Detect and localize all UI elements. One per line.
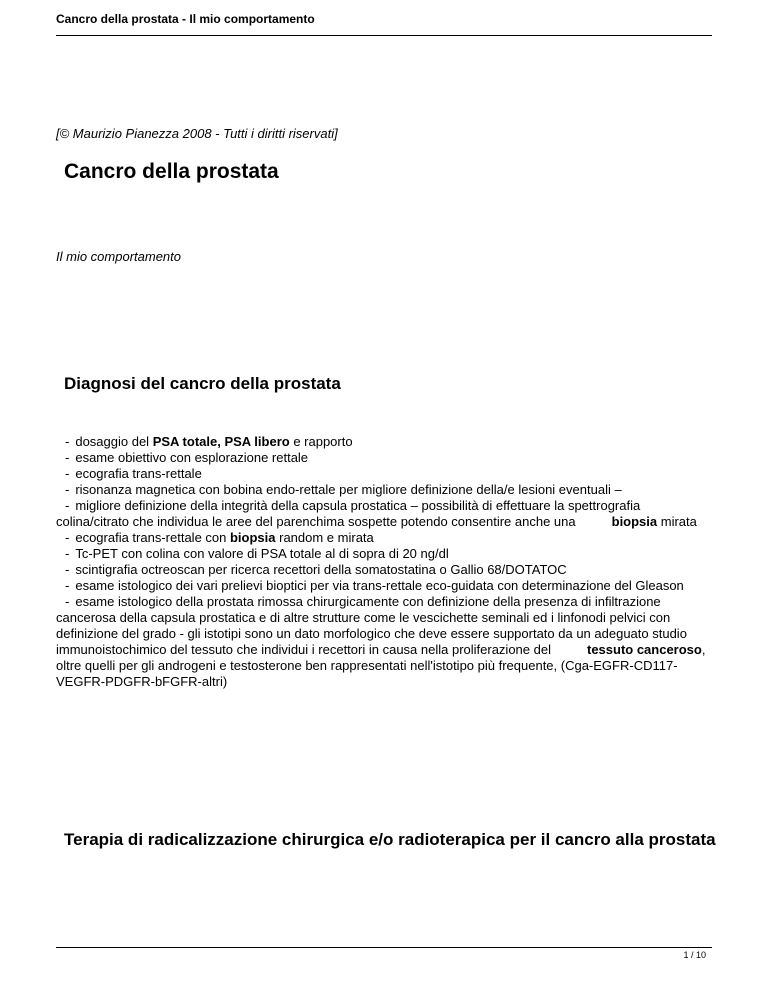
diagnosis-list bbox=[56, 434, 716, 690]
section-heading-diagnosi: Diagnosi del cancro della prostata bbox=[64, 374, 341, 393]
list-item: - migliore definizione della integrità della capsula prostatica – possibilità di effettuare la spettrografia colina/citrato che individua le aree del parenchima sospette potendo consentire anche una biopsia mirata bbox=[56, 498, 697, 529]
list-item: - dosaggio del PSA totale, PSA libero e rapporto bbox=[65, 434, 353, 449]
list-item: - ecografia trans-rettale bbox=[65, 466, 202, 481]
section-heading-terapia: Terapia di radicalizzazione chirurgica e/o radioterapica per il cancro alla prostata bbox=[64, 830, 716, 849]
header-divider bbox=[56, 35, 712, 36]
copyright-notice: [© Maurizio Pianezza 2008 - Tutti i diritti riservati] bbox=[56, 126, 338, 141]
page-title: Cancro della prostata bbox=[64, 160, 279, 183]
list-item: - esame istologico dei vari prelievi bioptici per via trans-rettale eco-guidata con determinazione del Gleason bbox=[65, 578, 684, 593]
page-number: 1 / 10 bbox=[683, 950, 706, 960]
list-item: - esame obiettivo con esplorazione rettale bbox=[65, 450, 309, 465]
list-item: - risonanza magnetica con bobina endo-rettale per migliore definizione della/e lesioni eventuali – bbox=[65, 482, 622, 497]
list-item: - Tc-PET con colina con valore di PSA totale al di sopra di 20 ng/dl bbox=[65, 546, 449, 561]
page-subtitle: Il mio comportamento bbox=[56, 249, 181, 264]
list-item: - esame istologico della prostata rimossa chirurgicamente con definizione della presenza di infiltrazione cancerosa della capsula prostatica e di altre strutture come le vescichette seminali ed i linfonodi pelvici con definizione del grado - gli istotipi sono un dato morfologico che deve essere supportato da un adeguato studio immunoistochimico del tessuto che individui i recettori in causa nella proliferazione del tessuto canceroso, oltre quelli per gli androgeni e testosterone ben rappresentati nell'istotipo più frequente, (Cga-EGFR-CD117-VEGFR-PDGFR-bFGFR-altri) bbox=[56, 594, 706, 689]
list-item: - scintigrafia octreoscan per ricerca recettori della somatostatina o Gallio 68/DOTATOC bbox=[65, 562, 567, 577]
list-item: - ecografia trans-rettale con biopsia random e mirata bbox=[65, 530, 374, 545]
footer-divider bbox=[56, 947, 712, 948]
page-header-title: Cancro della prostata - Il mio comportamento bbox=[56, 12, 315, 26]
